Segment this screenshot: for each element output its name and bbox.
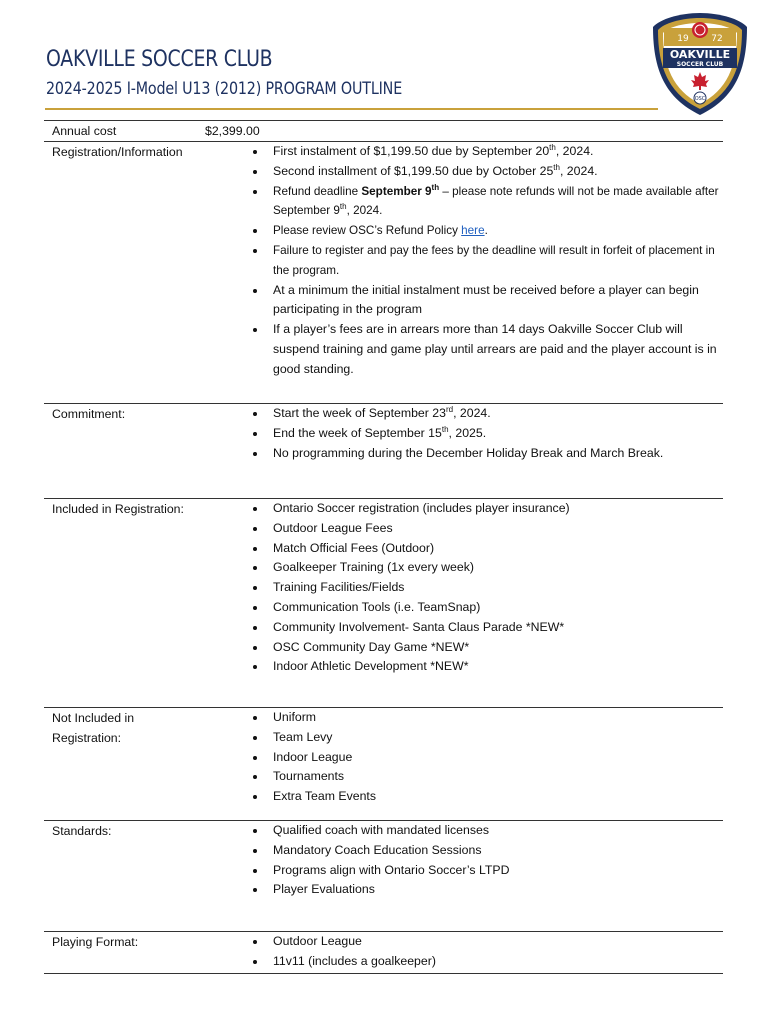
list-item: Outdoor League xyxy=(273,932,723,952)
annual-cost-row xyxy=(44,120,723,141)
list-item: First instalment of $1,199.50 due by September 20th, 2024. xyxy=(273,142,723,162)
standards-label: Standards: xyxy=(52,824,112,838)
list-item: Please review OSC’s Refund Policy here. xyxy=(273,221,723,241)
list-item: Indoor Athletic Development *NEW* xyxy=(273,657,723,677)
list-item: Team Levy xyxy=(273,728,723,748)
list-item: Uniform xyxy=(273,708,723,728)
playing-format-label: Playing Format: xyxy=(52,935,139,949)
list-item: Ontario Soccer registration (includes player insurance) xyxy=(273,499,723,519)
playing-format-row xyxy=(44,931,723,974)
list-item: Goalkeeper Training (1x every week) xyxy=(273,558,723,578)
list-item: Tournaments xyxy=(273,767,723,787)
refund-policy-link[interactable]: here xyxy=(461,224,485,238)
commitment-label: Commitment: xyxy=(52,407,126,421)
svg-text:OAKVILLE: OAKVILLE xyxy=(669,48,731,61)
svg-text:19: 19 xyxy=(677,34,689,44)
list-item: Extra Team Events xyxy=(273,787,723,807)
list-item: Qualified coach with mandated licenses xyxy=(273,821,723,841)
club-title: OAKVILLE SOCCER CLUB xyxy=(46,47,273,72)
included-row xyxy=(44,498,723,707)
svg-text:SOCCER CLUB: SOCCER CLUB xyxy=(676,61,724,68)
list-item: Community Involvement- Santa Claus Parade *NEW* xyxy=(273,618,723,638)
standards-row xyxy=(44,820,723,931)
list-item: No programming during the December Holiday Break and March Break. xyxy=(273,444,723,464)
list-item: Indoor League xyxy=(273,748,723,768)
registration-label: Registration/Information xyxy=(52,145,183,159)
list-item: Programs align with Ontario Soccer’s LTPD xyxy=(273,861,723,881)
registration-row xyxy=(44,141,723,403)
svg-text:OSC: OSC xyxy=(694,96,706,102)
registration-list xyxy=(44,142,723,380)
list-item: Outdoor League Fees xyxy=(273,519,723,539)
not-included-row xyxy=(44,707,723,820)
commitment-row xyxy=(44,403,723,498)
list-item: Second installment of $1,199.50 due by October 25th, 2024. xyxy=(273,162,723,182)
list-item: Failure to register and pay the fees by the deadline will result in forfeit of placement in the program. xyxy=(273,241,723,281)
annual-cost-label: Annual cost xyxy=(52,124,117,138)
header-divider xyxy=(45,108,658,110)
program-outline-table xyxy=(44,120,723,974)
list-item: OSC Community Day Game *NEW* xyxy=(273,638,723,658)
list-item: End the week of September 15th, 2025. xyxy=(273,424,723,444)
list-item: 11v11 (includes a goalkeeper) xyxy=(273,952,723,972)
annual-cost-value: $2,399.00 xyxy=(205,124,260,138)
list-item: At a minimum the initial instalment must be received before a player can begin participating in the program xyxy=(273,281,723,321)
included-list xyxy=(44,499,723,677)
list-item: Match Official Fees (Outdoor) xyxy=(273,539,723,559)
list-item: Start the week of September 23rd, 2024. xyxy=(273,404,723,424)
list-item: Mandatory Coach Education Sessions xyxy=(273,841,723,861)
list-item: Training Facilities/Fields xyxy=(273,578,723,598)
svg-text:72: 72 xyxy=(711,34,723,44)
program-title: 2024-2025 I-Model U13 (2012) PROGRAM OUTLINE xyxy=(46,79,403,99)
included-label: Included in Registration: xyxy=(52,502,184,516)
list-item: If a player’s fees are in arrears more than 14 days Oakville Soccer Club will suspend training and game play until arrears are paid and the player account is in good standing. xyxy=(273,320,723,379)
not-included-label: Not Included in Registration: xyxy=(52,711,135,745)
list-item: Player Evaluations xyxy=(273,880,723,900)
list-item: Refund deadline September 9th – please note refunds will not be made available after September 9th, 2024. xyxy=(273,182,723,222)
list-item: Communication Tools (i.e. TeamSnap) xyxy=(273,598,723,618)
club-crest-logo xyxy=(650,10,750,118)
